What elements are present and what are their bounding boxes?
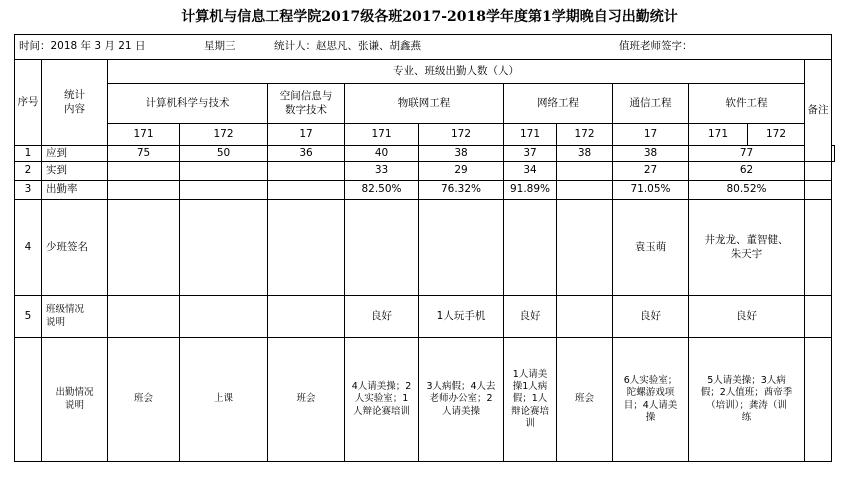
cell-comm-17: 71.05% [613,181,689,200]
cell-net-171: 良好 [504,296,557,338]
table-row [15,162,835,181]
teacher-sign-text: 值班老师签字： [619,40,693,53]
row-label: 出勤率 [42,181,108,200]
cell-remarks [805,338,832,462]
class-sw-171: 171 [689,124,748,146]
class-net-171: 171 [504,124,557,146]
class-net-172: 172 [557,124,613,146]
remarks-header: 备注 [805,60,832,162]
cell-software: 77 [689,146,805,162]
sheet-title: 计算机与信息工程学院2017级各班2017-2018学年度第1学期晚自习出勤统计 [181,9,678,25]
cell-cs-171 [108,296,180,338]
cell-spatial-17: 班会 [268,338,345,462]
cell-cs-171 [108,200,180,296]
row-number: 5 [15,296,42,338]
cell-iot-171: 40 [345,146,419,162]
class-iot-171: 171 [345,124,419,146]
cell-iot-172: 76.32% [419,181,504,200]
cell-cs-172 [180,162,268,181]
seq-header: 序号 [15,60,42,146]
cell-remarks [805,162,832,181]
cell-cs-172: 50 [180,146,268,162]
cell-cs-171: 班会 [108,338,180,462]
cell-comm-17: 38 [613,146,689,162]
class-comm-17: 17 [613,124,689,146]
cell-net-171: 37 [504,146,557,162]
cell-iot-172: 38 [419,146,504,162]
cell-spatial-17 [268,162,345,181]
cell-spatial-17: 36 [268,146,345,162]
group-header: 专业、班级出勤人数（人） [108,60,805,84]
cell-remarks [805,200,832,296]
row-number: 4 [15,200,42,296]
table-row [15,338,835,462]
cell-iot-172: 1人玩手机 [419,296,504,338]
major-network: 网络工程 [504,84,613,124]
major-iot: 物联网工程 [345,84,504,124]
cell-spatial-17 [268,200,345,296]
cell-iot-172: 29 [419,162,504,181]
row-number [15,338,42,462]
cell-iot-171: 良好 [345,296,419,338]
cell-software: 5人请美操；3人病 假；2人值班；酋帝季 （培训）；龚涛（训 练 [689,338,805,462]
row-label: 班级情况 说明 [42,296,108,338]
cell-cs-171 [108,181,180,200]
counter-text: 统计人：赵思凡、张谦、胡鑫燕 [274,40,421,53]
cell-comm-17: 良好 [613,296,689,338]
class-spatial-17: 17 [268,124,345,146]
cell-net-172: 班会 [557,338,613,462]
table-row [15,200,835,296]
row-number: 2 [15,162,42,181]
row-label: 实到 [42,162,108,181]
cell-net-171: 34 [504,162,557,181]
stat-content-header: 统计 内容 [42,60,108,146]
cell-comm-17: 6人实验室； 陀螺游戏项 目；4人请美 操 [613,338,689,462]
weekday-text: 星期三 [204,40,236,53]
table-row [15,146,835,162]
cell-iot-171: 4人请美操；2 人实验室；1 人辩论赛培训 [345,338,419,462]
cell-cs-172: 上课 [180,338,268,462]
cell-comm-17: 27 [613,162,689,181]
row-label: 少班签名 [42,200,108,296]
major-spatial: 空间信息与 数字技术 [268,84,345,124]
cell-net-172 [557,162,613,181]
cell-cs-172 [180,296,268,338]
cell-software: 井龙龙、董智健、 朱天宇 [689,200,805,296]
cell-iot-172 [419,200,504,296]
cell-cs-171 [108,162,180,181]
cell-remarks [832,146,835,162]
major-communication: 通信工程 [613,84,689,124]
major-software: 软件工程 [689,84,805,124]
cell-net-171 [504,200,557,296]
info-row [15,35,835,60]
cell-net-171: 1人请美 操1人病 假；1人 辩论赛培 训 [504,338,557,462]
cell-net-171: 91.89% [504,181,557,200]
date-text: 时间：2018 年 3 月 21 日 [19,40,146,53]
cell-remarks [805,181,832,200]
header-group-row [15,60,835,84]
cell-comm-17: 袁玉萌 [613,200,689,296]
class-cs-171: 171 [108,124,180,146]
cell-net-172 [557,181,613,200]
row-number: 3 [15,181,42,200]
row-label: 应到 [42,146,108,162]
cell-iot-171 [345,200,419,296]
table-row [15,181,835,200]
table-row [15,296,835,338]
class-header-row [15,124,835,146]
cell-software: 80.52% [689,181,805,200]
cell-cs-171: 75 [108,146,180,162]
cell-iot-172: 3人病假；4人去 老师办公室；2 人请美操 [419,338,504,462]
cell-net-172 [557,200,613,296]
cell-spatial-17 [268,181,345,200]
info-cell [15,35,832,60]
class-cs-172: 172 [180,124,268,146]
class-sw-172: 172 [748,124,805,146]
cell-spatial-17 [268,296,345,338]
row-number: 1 [15,146,42,162]
cell-iot-171: 82.50% [345,181,419,200]
cell-net-172 [557,296,613,338]
major-cs: 计算机科学与技术 [108,84,268,124]
cell-net-172: 38 [557,146,613,162]
cell-iot-171: 33 [345,162,419,181]
cell-software: 62 [689,162,805,181]
row-label: 出勤情况 说明 [42,338,108,462]
cell-remarks [805,296,832,338]
cell-cs-172 [180,200,268,296]
attendance-table [14,34,835,462]
major-header-row [15,84,835,124]
cell-software: 良好 [689,296,805,338]
class-iot-172: 172 [419,124,504,146]
cell-cs-172 [180,181,268,200]
